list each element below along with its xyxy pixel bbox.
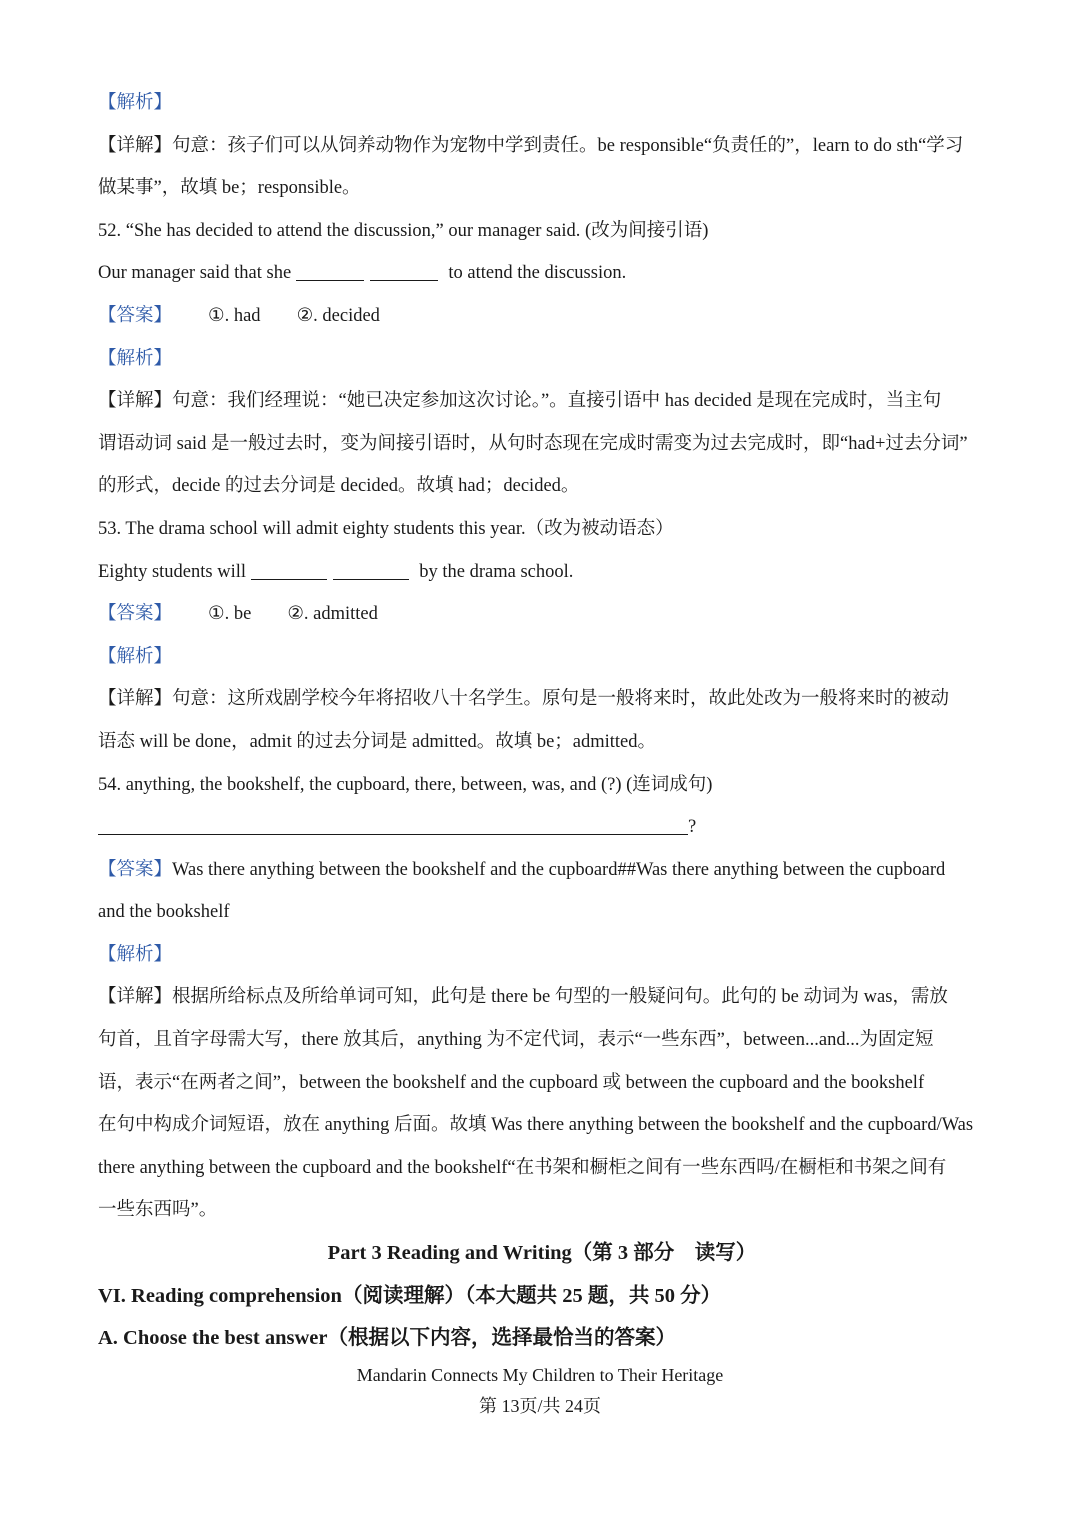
q52-answer-2: ②. decided <box>296 305 380 326</box>
q52-detail-line3: 的形式，decide 的过去分词是 decided。故填 had；decided。 <box>98 476 580 497</box>
q54-analysis-tag: 【解析】 <box>98 944 173 965</box>
q52-blank-1 <box>296 279 364 281</box>
q52-detail-line1: 【详解】句意：我们经理说：“她已决定参加这次讨论。”。直接引语中 has decided 是现在完成时，当主句 <box>98 391 942 412</box>
q52-analysis-tag: 【解析】 <box>98 348 173 369</box>
q51-detail-line1: 【详解】句意：孩子们可以从饲养动物作为宠物中学到责任。be responsible“负责任的”，learn to do sth“学习 <box>98 135 964 156</box>
q54-answer-line2: and the bookshelf <box>98 902 230 923</box>
q51-analysis-tag: 【解析】 <box>98 93 173 113</box>
q54-blank <box>98 833 688 835</box>
q52-answer-tag: 【答案】 <box>98 305 173 326</box>
q52-answer <box>98 295 986 338</box>
q54-blank-end: ? <box>688 817 697 838</box>
q52-prompt <box>98 252 986 295</box>
q53-blank-2 <box>333 578 409 580</box>
q53-answer-2: ②. admitted <box>287 604 378 625</box>
q53-answer <box>98 593 986 636</box>
q52-answer-1: ①. had <box>208 305 261 326</box>
q52-detail-line2: 谓语动词 said 是一般过去时，变为间接引语时，从句时态现在完成时需变为过去完成时，即“had+过去分词” <box>98 433 968 454</box>
q53-prompt-start: Eighty students will <box>98 561 246 582</box>
subsection-heading: A. Choose the best answer（根据以下内容，选择最恰当的答案） <box>98 1327 676 1350</box>
q52-prompt-end: to attend the discussion. <box>448 263 627 284</box>
q53-prompt-end: by the drama school. <box>419 561 574 582</box>
part3-title: Part 3 Reading and Writing（第 3 部分 读写） <box>327 1242 757 1265</box>
q54-detail-line1: 【详解】根据所给标点及所给单词可知，此句是 there be 句型的一般疑问句。此句的 be 动词为 was，需放 <box>98 987 948 1008</box>
q54-detail-line4: 在句中构成介词短语，放在 anything 后面。故填 Was there anything between the bookshelf and the cupboard/Was <box>98 1115 974 1136</box>
q53-answer-1: ①. be <box>208 604 252 625</box>
q54-question: 54. anything, the bookshelf, the cupboard, there, between, was, and (?) (连词成句) <box>98 774 713 795</box>
page-number: 第 13页/共 24页 <box>478 1396 601 1416</box>
q54-answer-tag: 【答案】 <box>98 859 173 880</box>
q54-answer-line <box>98 806 986 849</box>
section-heading: VI. Reading comprehension（阅读理解）（本大题共 25 题，共 50 分） <box>98 1284 722 1307</box>
q52-question: 52. “She has decided to attend the discussion,” our manager said. (改为间接引语) <box>98 220 709 241</box>
q53-analysis-tag: 【解析】 <box>98 646 173 667</box>
q54-detail-line3: 语，表示“在两者之间”，between the bookshelf and the cupboard 或 between the cupboard and the bookshelf <box>98 1072 925 1093</box>
q53-question: 53. The drama school will admit eighty students this year.（改为被动语态） <box>98 518 674 539</box>
q52-blank-2 <box>370 279 438 281</box>
q53-detail-line1: 【详解】句意：这所戏剧学校今年将招收八十名学生。原句是一般将来时，故此处改为一般将来时的被动 <box>98 689 950 710</box>
q53-prompt <box>98 551 986 594</box>
q53-blank-1 <box>251 578 327 580</box>
q54-detail-line6: 一些东西吗”。 <box>98 1200 218 1221</box>
q54-detail-line5: there anything between the cupboard and the bookshelf“在书架和橱柜之间有一些东西吗/在橱柜和书架之间有 <box>98 1157 947 1178</box>
q53-detail-line2: 语态 will be done，admit 的过去分词是 admitted。故填 be；admitted。 <box>98 731 657 752</box>
q51-detail-line2: 做某事”，故填 be；responsible。 <box>98 178 361 199</box>
document-page <box>98 82 986 1360</box>
q54-answer-line1: Was there anything between the bookshelf and the cupboard##Was there anything between the cupboard <box>172 859 946 880</box>
q52-prompt-start: Our manager said that she <box>98 263 292 284</box>
q54-detail-line2: 句首，且首字母需大写，there 放其后，anything 为不定代词，表示“一些东西”，between...and...为固定短 <box>98 1030 934 1051</box>
q54-answer-row1 <box>98 849 986 892</box>
article-title: Mandarin Connects My Children to Their Heritage <box>356 1365 724 1385</box>
q53-answer-tag: 【答案】 <box>98 604 173 625</box>
